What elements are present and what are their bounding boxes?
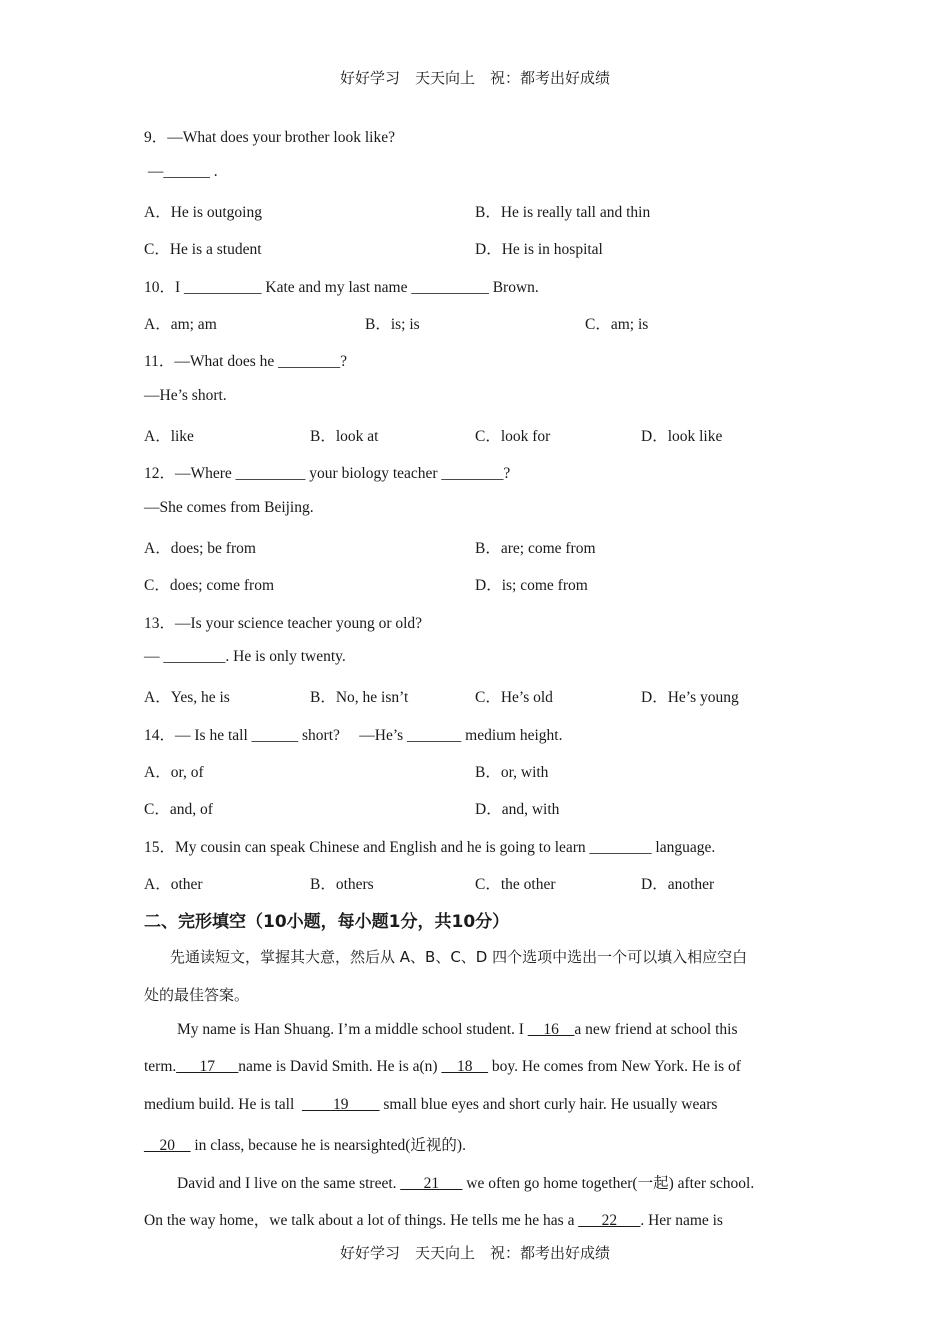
question-12-option-a[interactable]: A．does; be from: [144, 540, 256, 557]
blank-20[interactable]: __20__: [144, 1137, 191, 1154]
question-13-option-b[interactable]: B．No, he isn’t: [310, 689, 409, 706]
question-11-option-c[interactable]: C．look for: [475, 428, 551, 445]
question-11-option-b[interactable]: B．look at: [310, 428, 379, 445]
question-14-option-a[interactable]: A．or, of: [144, 764, 204, 781]
blank-19[interactable]: ____19____: [302, 1096, 380, 1113]
blank-22[interactable]: ___22___: [578, 1212, 641, 1229]
question-9-answer-line: —______ .: [144, 163, 218, 180]
passage-line-2: term.___17___name is David Smith. He is a(n) __18__ boy. He comes from New York. He is of: [144, 1058, 741, 1075]
question-13-option-a[interactable]: A．Yes, he is: [144, 689, 230, 706]
section-2-title: 二、完形填空（10小题，每小题1分，共10分）: [144, 912, 510, 932]
question-11-option-a[interactable]: A．like: [144, 428, 194, 445]
question-15-option-a[interactable]: A．other: [144, 876, 203, 893]
question-14-stem: 14．— Is he tall ______ short? —He’s _______ medium height.: [144, 727, 563, 744]
question-9-option-a[interactable]: A．He is outgoing: [144, 204, 262, 221]
blank-16[interactable]: __16__: [527, 1021, 575, 1038]
question-14-option-d[interactable]: D．and, with: [475, 801, 560, 818]
question-10-option-c[interactable]: C．am; is: [585, 316, 649, 333]
question-9-option-c[interactable]: C．He is a student: [144, 241, 262, 258]
question-13-answer-line: — ________. He is only twenty.: [144, 648, 346, 665]
question-12-option-b[interactable]: B．are; come from: [475, 540, 596, 557]
question-9-option-b[interactable]: B．He is really tall and thin: [475, 204, 651, 221]
question-15-option-b[interactable]: B．others: [310, 876, 374, 893]
blank-18[interactable]: __18__: [441, 1058, 488, 1075]
question-11-answer-line: —He’s short.: [144, 387, 227, 404]
question-15-stem: 15．My cousin can speak Chinese and English and he is going to learn ________ language.: [144, 839, 716, 856]
question-9-option-d[interactable]: D．He is in hospital: [475, 241, 603, 258]
question-13-option-d[interactable]: D．He’s young: [641, 689, 739, 706]
question-11-option-d[interactable]: D．look like: [641, 428, 723, 445]
question-12-answer-line: —She comes from Beijing.: [144, 499, 314, 516]
question-12-option-c[interactable]: C．does; come from: [144, 577, 275, 594]
question-14-option-b[interactable]: B．or, with: [475, 764, 549, 781]
question-13-option-c[interactable]: C．He’s old: [475, 689, 553, 706]
question-10-option-a[interactable]: A．am; am: [144, 316, 217, 333]
passage-line-4: __20__ in class, because he is nearsighted(近视的).: [144, 1137, 466, 1154]
question-13-stem: 13．—Is your science teacher young or old?: [144, 615, 423, 632]
passage-line-1: My name is Han Shuang. I’m a middle school student. I __16__a new friend at school this: [177, 1021, 738, 1038]
passage-line-6: On the way home，we talk about a lot of things. He tells me he has a ___22___. Her name is: [144, 1212, 723, 1229]
question-9-stem: 9．—What does your brother look like?: [144, 129, 395, 146]
question-11-stem: 11．—What does he ________?: [144, 353, 348, 370]
question-10-stem: 10．I __________ Kate and my last name __________ Brown.: [144, 279, 539, 296]
question-12-option-d[interactable]: D．is; come from: [475, 577, 588, 594]
section-2-instructions-cont: 处的最佳答案。: [144, 986, 250, 1004]
blank-17[interactable]: ___17___: [176, 1058, 239, 1075]
page-header: 好好学习 天天向上 祝：都考出好成绩: [339, 69, 610, 87]
question-14-option-c[interactable]: C．and, of: [144, 801, 213, 818]
question-15-option-c[interactable]: C．the other: [475, 876, 556, 893]
passage-line-5: David and I live on the same street. ___21___ we often go home together(一起) after school.: [177, 1175, 755, 1192]
question-12-stem: 12．—Where _________ your biology teacher ________?: [144, 465, 511, 482]
section-2-instructions: 先通读短文，掌握其大意，然后从 A、B、C、D 四个选项中选出一个可以填入相应空白: [170, 948, 748, 966]
question-10-option-b[interactable]: B．is; is: [365, 316, 420, 333]
blank-21[interactable]: ___21___: [400, 1175, 463, 1192]
passage-line-3: medium build. He is tall ____19____ small blue eyes and short curly hair. He usually wears: [144, 1096, 718, 1113]
question-15-option-d[interactable]: D．another: [641, 876, 715, 893]
page-footer: 好好学习 天天向上 祝：都考出好成绩: [339, 1244, 610, 1262]
